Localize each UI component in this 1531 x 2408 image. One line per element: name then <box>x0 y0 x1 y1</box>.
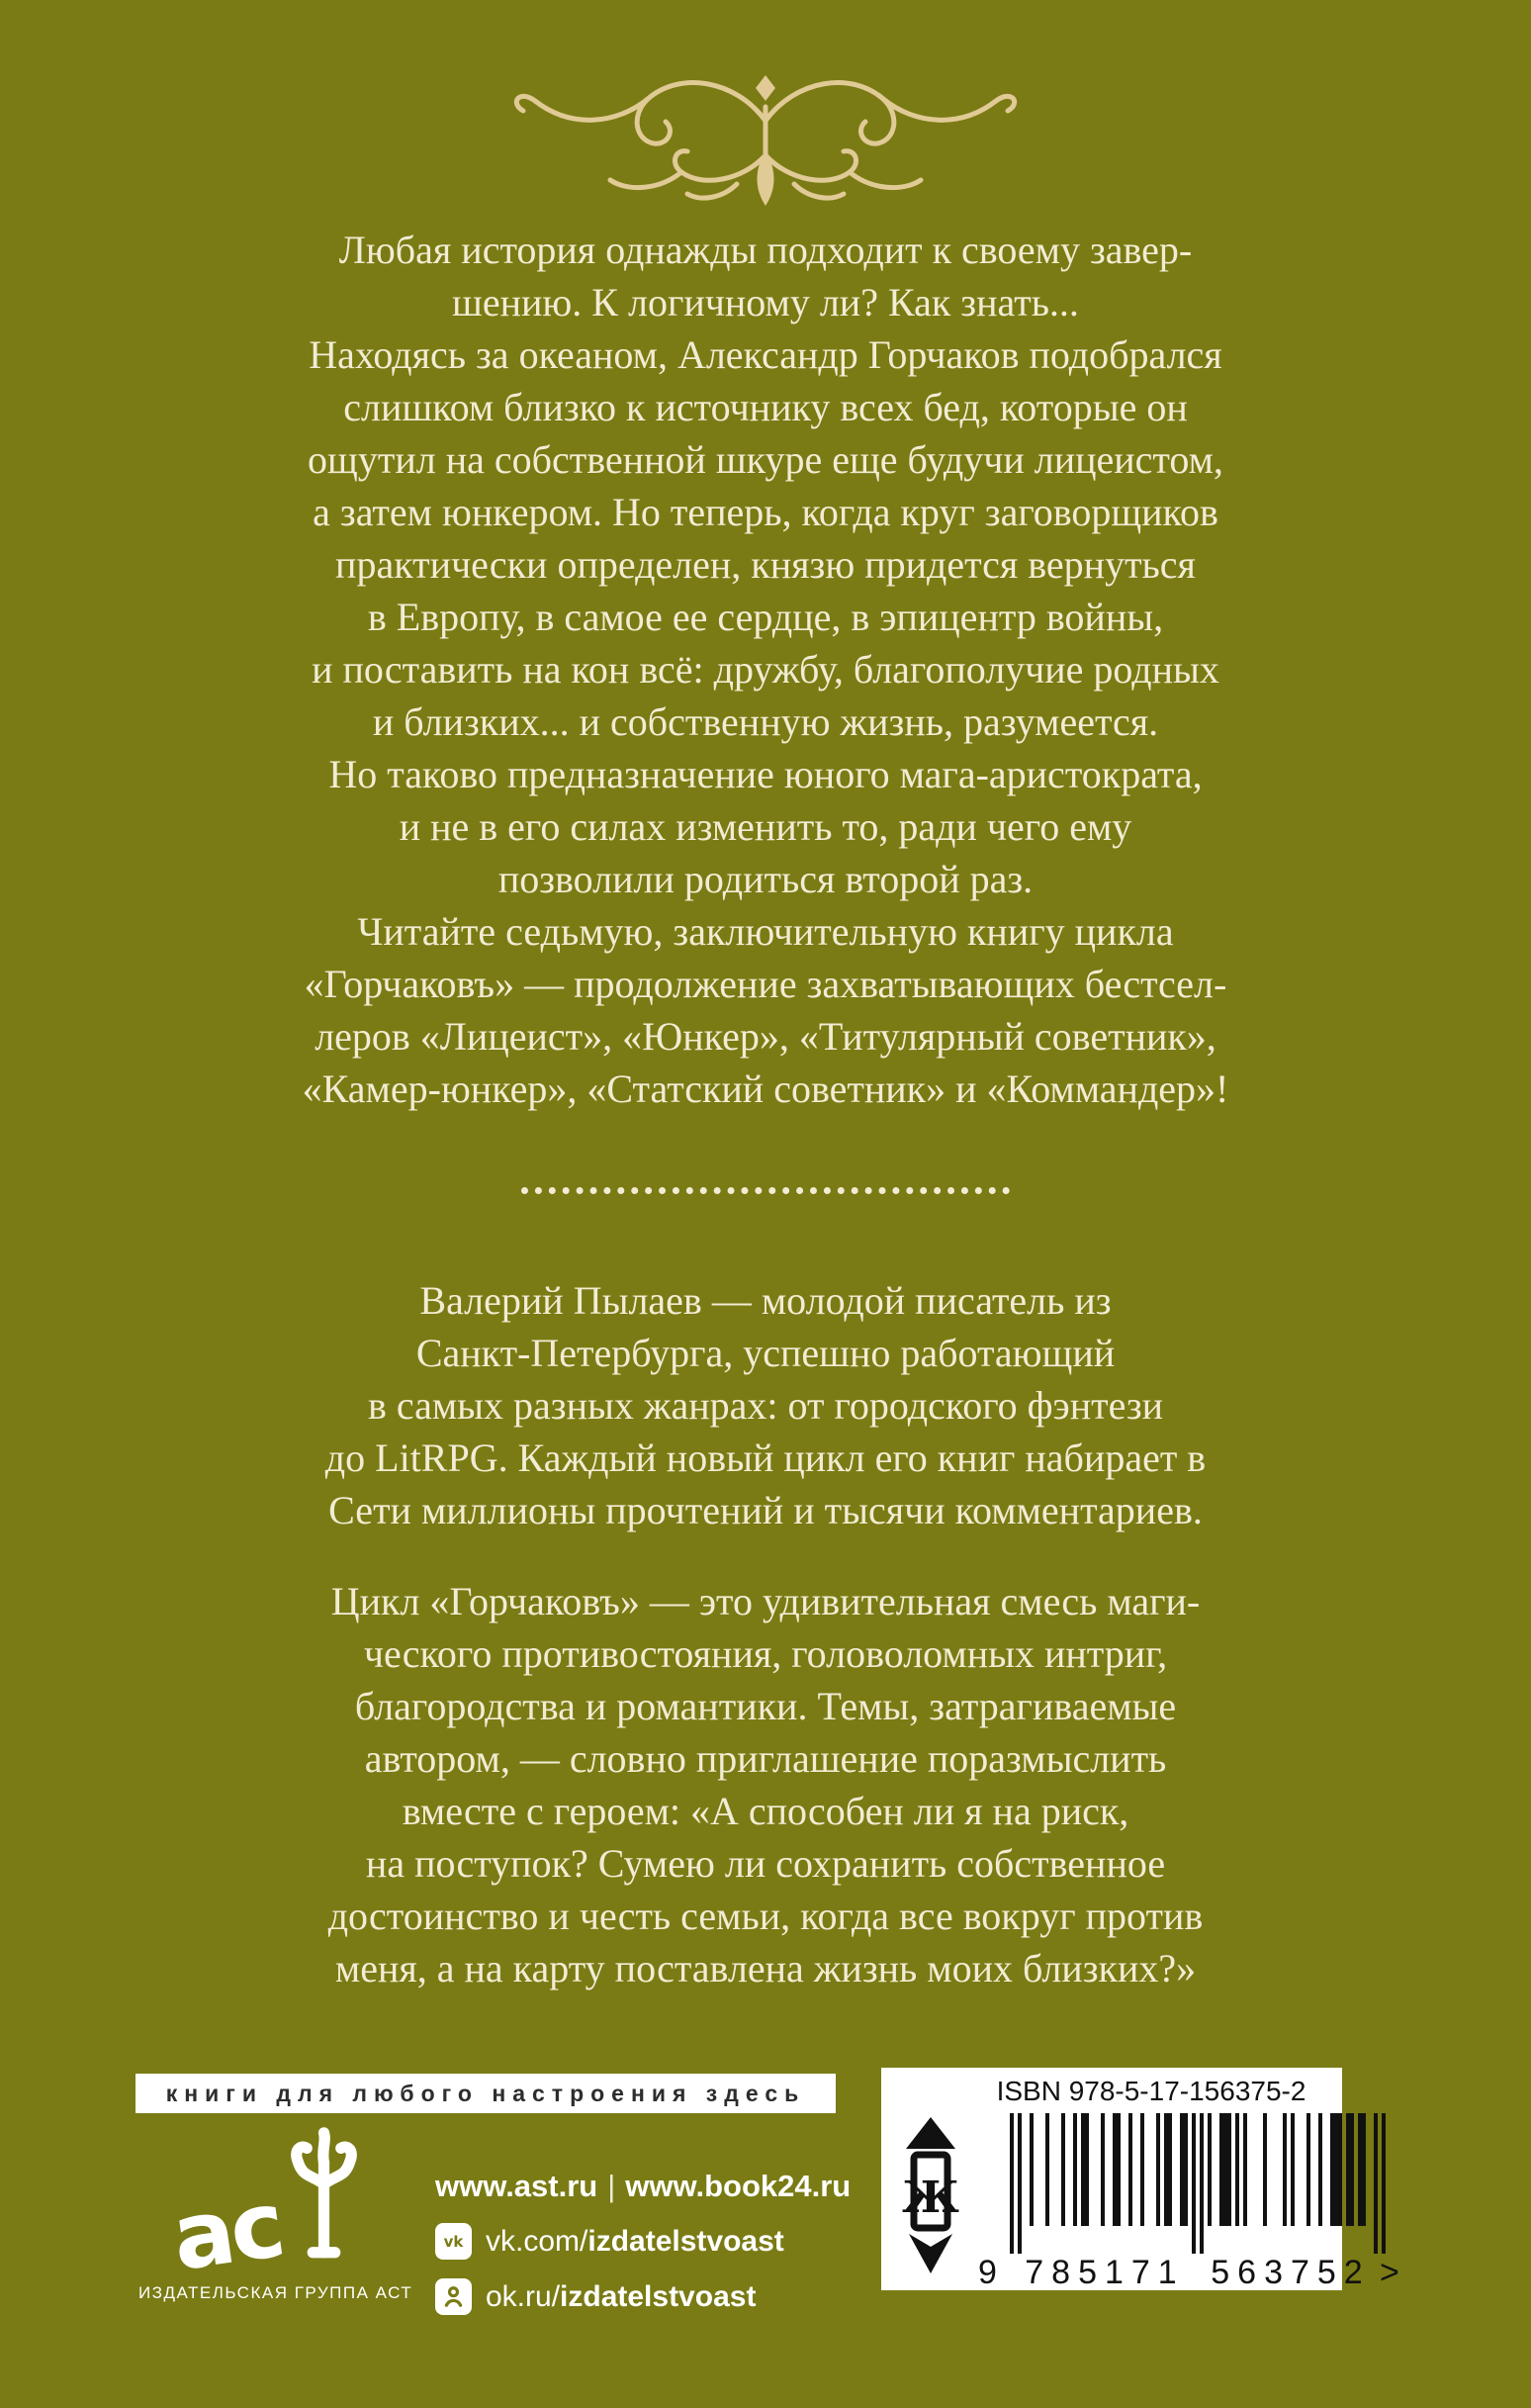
text-line: а затем юнкером. Но теперь, когда круг заговорщиков <box>313 490 1218 534</box>
text-line: слишком близко к источнику всех бед, которые он <box>343 385 1188 429</box>
text-line: вместе с героем: «А способен ли я на риск, <box>402 1789 1129 1833</box>
text-line: на поступок? Сумею ли сохранить собственное <box>365 1841 1166 1886</box>
text-line: «Горчаковъ» — продолжение захватывающих бестсел- <box>304 962 1227 1006</box>
publisher-group-label: ИЗДАТЕЛЬСКАЯ ГРУППА АСТ <box>138 2283 413 2302</box>
text-line: практически определен, князю придется вернуться <box>335 542 1196 587</box>
series-note-paragraph <box>73 1575 1458 1994</box>
text-line: Сети миллионы прочтений и тысячи комментариев. <box>328 1488 1203 1532</box>
vk-line <box>435 2223 851 2260</box>
svg-text:Ж: Ж <box>902 2173 959 2223</box>
synopsis-paragraph <box>73 224 1458 1115</box>
text-line: в Европу, в самое ее сердце, в эпицентр войны, <box>367 595 1164 639</box>
isbn-barcode-panel <box>881 2068 1399 2291</box>
text-line: достоинство и честь семьи, когда все вокруг против <box>327 1894 1204 1938</box>
book24-site-url: www.book24.ru <box>625 2169 852 2203</box>
ast-site-url: www.ast.ru <box>435 2169 598 2203</box>
vk-icon <box>435 2223 472 2260</box>
text-line: шению. К логичному ли? Как знать... <box>452 280 1079 324</box>
ok-url-prefix: ok.ru/ <box>486 2279 561 2313</box>
text-line: Но таково предназначение юного мага-аристократа, <box>328 752 1203 796</box>
text-line: и не в его силах изменить то, ради чего ему <box>399 804 1132 849</box>
text-line: автором, — словно приглашение поразмыслить <box>364 1736 1167 1781</box>
ok-line <box>435 2278 851 2315</box>
text-line: ческого противостояния, головоломных интриг, <box>363 1631 1168 1676</box>
ornament-flourish <box>503 59 1028 228</box>
svg-text:vk: vk <box>443 2233 464 2251</box>
url-separator: | <box>607 2169 616 2203</box>
ok-icon <box>435 2278 472 2315</box>
text-line: в самых разных жанрах: от городского фэнтези <box>367 1383 1164 1428</box>
svg-text:563752: 563752 <box>1211 2254 1371 2291</box>
ean-barcode <box>976 2113 1421 2293</box>
text-line: и близких... и собственную жизнь, разумеется. <box>372 699 1159 744</box>
links-block <box>435 2169 851 2315</box>
ast-tree-icon <box>277 2109 371 2268</box>
tagline-bar <box>135 2074 836 2113</box>
text-line: Цикл «Горчаковъ» — это удивительная смесь маги- <box>330 1579 1201 1623</box>
author-bio-paragraph <box>73 1274 1458 1536</box>
text-line: Читайте седьмую, заключительную книгу цикла <box>357 909 1174 954</box>
svg-text:>: > <box>1380 2254 1399 2291</box>
text-line: леров «Лицеист», «Юнкер», «Титулярный советник», <box>315 1014 1216 1059</box>
text-line: благородства и романтики. Темы, затрагиваемые <box>354 1684 1177 1728</box>
text-line: Находясь за океаном, Александр Горчаков подобрался <box>309 332 1222 377</box>
ast-publisher-block <box>138 2117 413 2303</box>
text-line: и поставить на кон всё: дружбу, благополучие родных <box>312 647 1219 692</box>
ast-logo <box>138 2117 405 2292</box>
vk-url-prefix: vk.com/ <box>486 2224 588 2258</box>
websites-line <box>435 2169 851 2204</box>
dotted-separator <box>521 1173 1010 1194</box>
ok-account: izdatelstvoast <box>560 2279 757 2313</box>
vk-account: izdatelstvoast <box>587 2224 784 2258</box>
text-line: до LitRPG. Каждый новый цикл его книг набирает в <box>324 1436 1207 1480</box>
lantern-zh-icon <box>901 2117 960 2273</box>
text-line: Любая история однажды подходит к своему завер- <box>338 228 1193 272</box>
text-line: «Камер-юнкер», «Статский советник» и «Коммандер»! <box>302 1066 1229 1111</box>
text-line: меня, а на карту поставлена жизнь моих близких?» <box>334 1946 1197 1991</box>
text-line: позволили родиться второй раз. <box>497 857 1034 901</box>
svg-text:785171: 785171 <box>1025 2254 1185 2291</box>
isbn-number: ISBN 978-5-17-156375-2 <box>996 2076 1306 2106</box>
text-line: Валерий Пылаев — молодой писатель из <box>419 1278 1112 1323</box>
svg-text:9: 9 <box>978 2254 997 2291</box>
ast-logo-letters: ас <box>166 2172 288 2292</box>
tagline-text: книги для любого настроения здесь <box>165 2080 806 2106</box>
text-line: ощутил на собственной шкуре еще будучи лицеистом, <box>308 437 1223 482</box>
text-line: Санкт-Петербурга, успешно работающий <box>415 1331 1116 1375</box>
